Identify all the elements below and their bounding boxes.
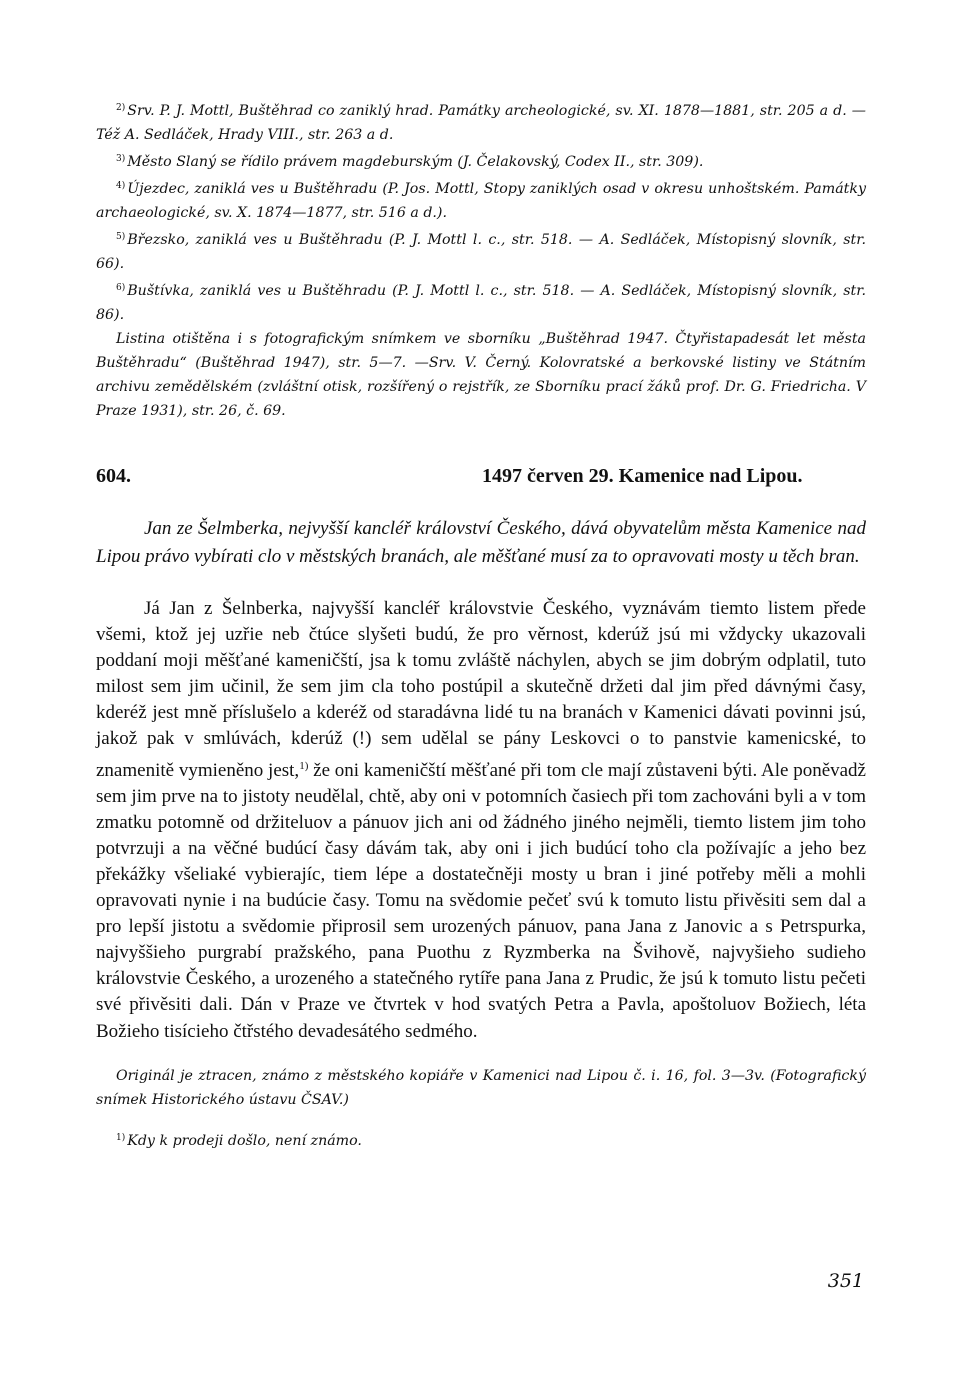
footnote-marker: 6) bbox=[116, 283, 126, 293]
page-number: 351 bbox=[827, 1270, 864, 1292]
body-text-part: že oni kameničští měšťané při tom cle mají zůstaveni býti. Ale poněvadž sem jim prve na to jistoty neudělal, chtě, aby oni v potomních časiech při tom zachováni byli a v tom zmatku potomně od držiteluov a pánuov jich ani od žádného jiného nejměli, tiemto listem jim toho potvrzuji a na věčné budúcí časy dávám tak, aby oni i jich budúcí toho cla požívajíc a jeho bez překážky všeliaké vybierajíc, tiem lépe a dostatečněji mosty u bran i jiné potřeby měli a mohli opravovati nynie i na budúcie časy. Tomu na svědomie pečeť svú k tomuto listu přivěsiti sem dal a pro lepší jistotu a svědomie připrosil sem urozených pánuov, pana Jana z Janovic a s Petrspurka, najvyššieho purgrabí pražského, pana Puothu z Ryzmberka na Švihově, najvyšieho sudieho královstvie Českého, a urozeného a statečného rytíře pana Jana z Prudic, že jsú k tomuto listu pečeti své přivěsiti dali. Dán v Praze ve čtvrtek v hod svatých Petra a Pavla, apoštoluov Božiech, léta Božieho tisícieho čtřstého devadesátého sedmého. bbox=[96, 759, 866, 1042]
footnote-2 bbox=[96, 96, 866, 147]
footnote-3 bbox=[96, 147, 866, 174]
original-note: Originál je ztracen, známo z městského kopiáře v Kamenici nad Lipou č. i. 16, fol. 3—3v. (Fotografický snímek Historického ústavu ČSAV.) bbox=[96, 1067, 866, 1108]
document-footnote bbox=[96, 1126, 866, 1153]
footnote-text: Březsko, zaniklá ves u Buštěhradu (P. J. Mottl l. c., str. 518. — A. Sedláček, Místopisný slovník, str. 66). bbox=[96, 232, 866, 272]
body-text-part: Já Jan z Šelnberka, najvyšší kancléř královstvie Českého, vyznávám tiemto listem přede všemi, ktož jej uzřie neb čtúce slyšeti budú, že pro věrnost, kderúž jsú mi vždycky ukazovali poddaní moji měšťané kameničští, jsa k tomu zvláště náchylen, abych se jim dobrým odplatil, tuto milost sem jim učinil, že sem jim cla toho postúpil a skutečně držeti dal jim před dávnými časy, kderéž jest mně příslušelo a kderéž od staradávna lidé tu na branách v Kamenici dávati povinni jsú, jakož pak v smlúvách, kderúž (!) sem udělal se pány Leskovci o to panstvie kamenicské, to znamenitě vymieněno jest, bbox=[96, 598, 866, 781]
footnote-marker: 2) bbox=[116, 103, 126, 113]
footnote-6 bbox=[96, 276, 866, 327]
footnote-marker: 5) bbox=[116, 232, 126, 242]
footnote-4 bbox=[96, 174, 866, 225]
footnote-text: Újezdec, zaniklá ves u Buštěhradu (P. Jos. Mottl, Stopy zaniklých osad v okresu unhoštském. Památky archaeologické, sv. X. 1874—1877, str. 516 a d.). bbox=[96, 181, 866, 221]
footnote-marker: 4) bbox=[116, 181, 126, 191]
page bbox=[96, 96, 866, 1167]
document-body bbox=[96, 596, 866, 1045]
document-date-place: 1497 červen 29. Kamenice nad Lipou. bbox=[482, 465, 803, 487]
footnote-text: Kdy k prodeji došlo, není známo. bbox=[127, 1132, 362, 1149]
footnote-text: Buštívka, zaniklá ves u Buštěhradu (P. J. Mottl l. c., str. 518. — A. Sedláček, Místopisný slovník, str. 86). bbox=[96, 283, 866, 323]
footnote-reference: 1) bbox=[299, 759, 309, 772]
document-summary: Jan ze Šelmberka, nejvyšší kancléř království Českého, dává obyvatelům města Kamenice nad Lipou právo vybírati clo v městských branách, ale měšťané musí za to opravovati mosty u těch bran. bbox=[96, 518, 866, 567]
footnote-text: Město Slaný se řídilo právem magdeburským (J. Čelakovský, Codex II., str. 309). bbox=[127, 154, 704, 170]
previous-footnotes bbox=[96, 96, 866, 423]
document-heading bbox=[96, 463, 866, 489]
footnote-marker: 1) bbox=[116, 1132, 126, 1143]
document-number: 604. bbox=[96, 465, 131, 487]
footnote-text: Srv. P. J. Mottl, Buštěhrad co zaniklý hrad. Památky archeologické, sv. XI. 1878—1881, str. 205 a d. — Též A. Sedláček, Hrady VIII., str. 263 a d. bbox=[96, 103, 866, 143]
footnote-marker: 3) bbox=[116, 154, 126, 164]
footnote-5 bbox=[96, 225, 866, 276]
edition-note: Listina otištěna i s fotografickým snímkem ve sborníku „Buštěhrad 1947. Čtyřistapadesát let města Buštěhradu“ (Buštěhrad 1947), str. 5—7. —Srv. V. Černý. Kolovratské a berkovské listiny ve Státním archivu zemědělském (zvláštní otisk, rozšířený o rejstřík, ze Sborníku prací žáků prof. Dr. G. Friedricha. V Praze 1931), str. 26, č. 69. bbox=[96, 331, 866, 419]
